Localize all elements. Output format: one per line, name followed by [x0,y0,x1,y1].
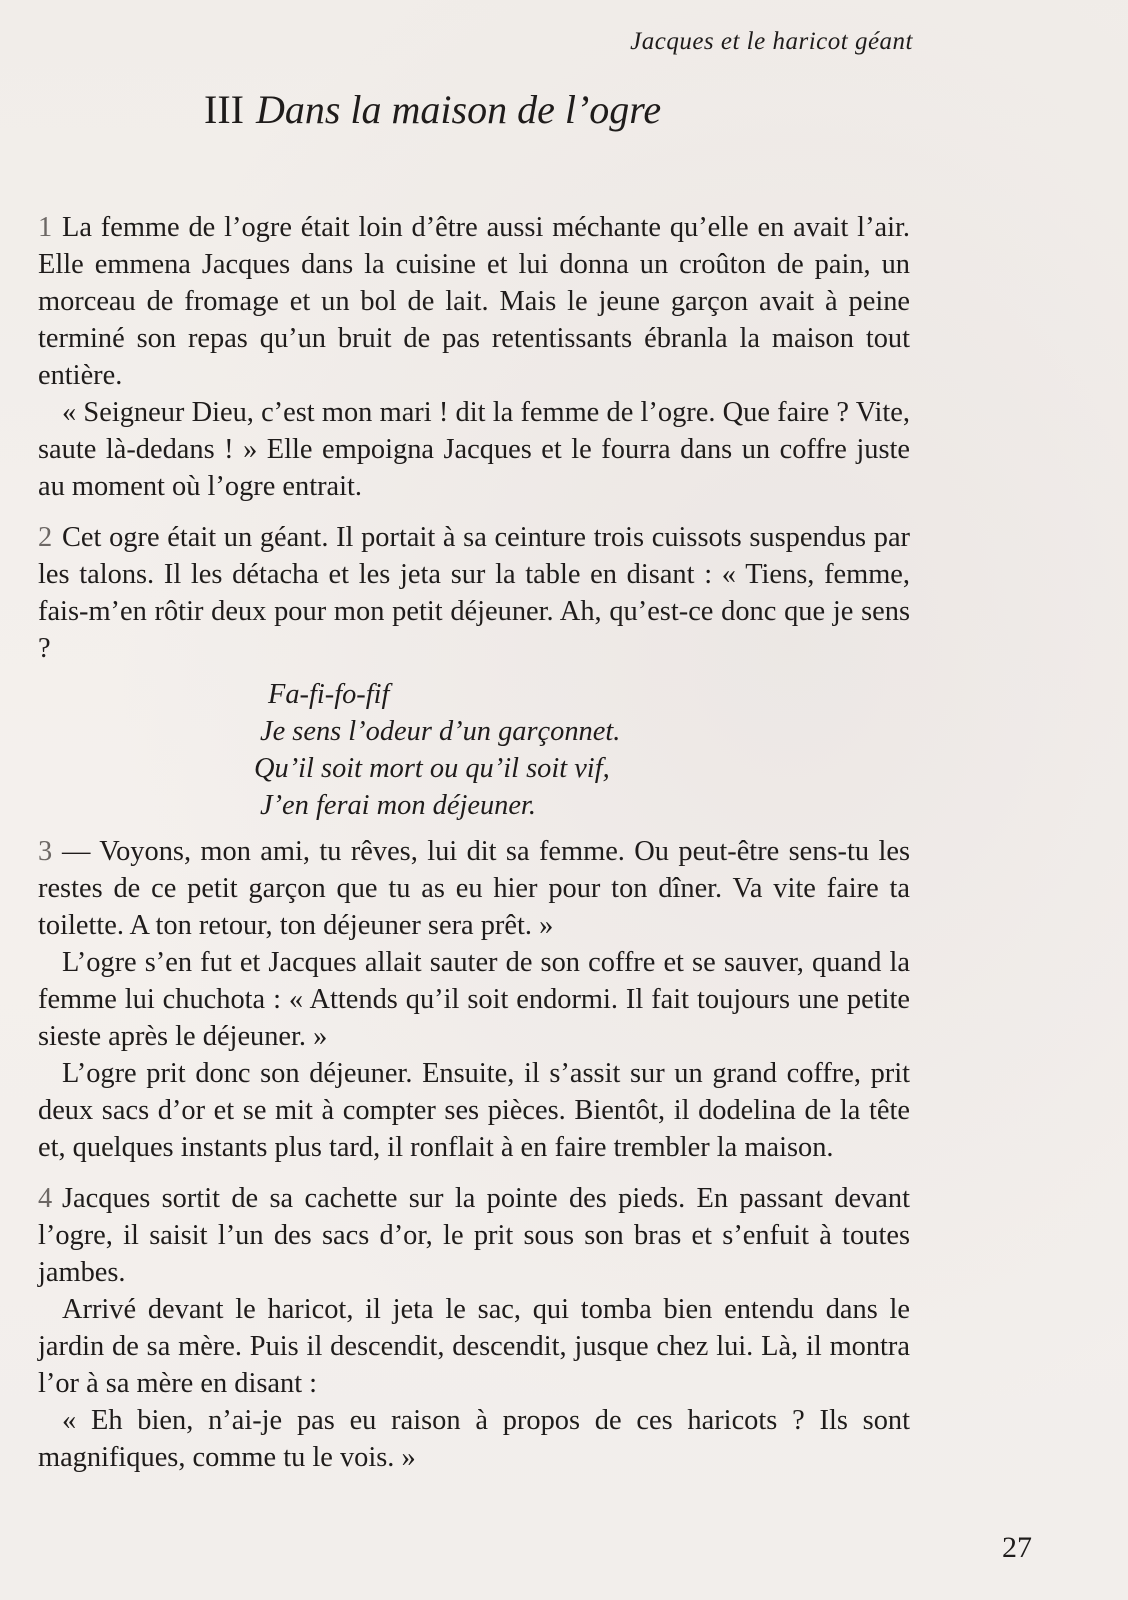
paragraph-3c: L’ogre prit donc son déjeuner. Ensuite, il s’assit sur un grand coffre, prit deux sacs d’or et se mit à compter ses pièces. Bientôt, il dodelina de la tête et, quelques instants plus tard, il ronflait à en faire trembler la maison. [38,1058,910,1163]
paragraph-text: Jacques sortit de sa cachette sur la pointe des pieds. En passant devant l’ogre, il saisit l’un des sacs d’or, le prit sous son bras et s’enfuit à toutes jambes. [38,1183,910,1288]
page-number: 27 [1002,1531,1032,1564]
paragraph-4b: Arrivé devant le haricot, il jeta le sac, qui tomba bien entendu dans le jardin de sa mère. Puis il descendit, descendit, jusque chez lui. Là, il montra l’or à sa mère en disant : [38,1294,910,1399]
paragraph-number: 4 [38,1183,53,1214]
paragraph-number: 1 [38,212,53,243]
paragraph-number: 2 [38,522,53,553]
paragraph-4 [38,1180,910,1291]
paragraph-number: 3 [38,836,53,867]
chapter-number: III [204,87,244,132]
paragraph-4c: « Eh bien, n’ai-je pas eu raison à propos de ces haricots ? Ils sont magnifiques, comme tu le vois. » [38,1405,910,1473]
body-text [38,209,910,1476]
verse-line: Je sens l’odeur d’un garçonnet. [260,716,621,747]
paragraph-text: Cet ogre était un géant. Il portait à sa ceinture trois cuissots suspendus par les talons. Il les détacha et les jeta sur la table en disant : « Tiens, femme, fais-m’en rôtir deux pour mon petit déjeuner. Ah, qu’est-ce donc que je sens ? [38,522,910,664]
chapter-title [204,86,661,133]
paragraph-text: — Voyons, mon ami, tu rêves, lui dit sa femme. Ou peut-être sens-tu les restes de ce petit garçon que tu as eu hier pour ton dîner. Va vite faire ta toilette. A ton retour, ton déjeuner sera prêt. » [38,836,910,941]
paragraph-3 [38,833,910,944]
paragraph-3b: L’ogre s’en fut et Jacques allait sauter de son coffre et se sauver, quand la femme lui chuchota : « Attends qu’il soit endormi. Il fait toujours une petite sieste après le déjeuner. » [38,947,910,1052]
verse-line: J’en ferai mon déjeuner. [260,790,536,821]
verse-line: Fa-fi-fo-fif [268,679,390,710]
verse-line: Qu’il soit mort ou qu’il soit vif, [254,753,610,784]
paragraph-text: La femme de l’ogre était loin d’être aussi méchante qu’elle en avait l’air. Elle emmena Jacques dans la cuisine et lui donna un croûton de pain, un morceau de fromage et un bol de lait. Mais le jeune garçon avait à peine terminé son repas qu’un bruit de pas retentissants ébranla la maison tout entière. [38,212,910,391]
paragraph-1 [38,209,910,394]
chapter-name: Dans la maison de l’ogre [255,87,662,132]
paragraph-2 [38,519,910,667]
paragraph-1b: « Seigneur Dieu, c’est mon mari ! dit la femme de l’ogre. Que faire ? Vite, saute là-dedans ! » Elle empoigna Jacques et le fourra dans un coffre juste au moment où l’ogre entrait. [38,397,910,502]
verse [254,676,910,824]
running-head: Jacques et le haricot géant [630,28,913,55]
